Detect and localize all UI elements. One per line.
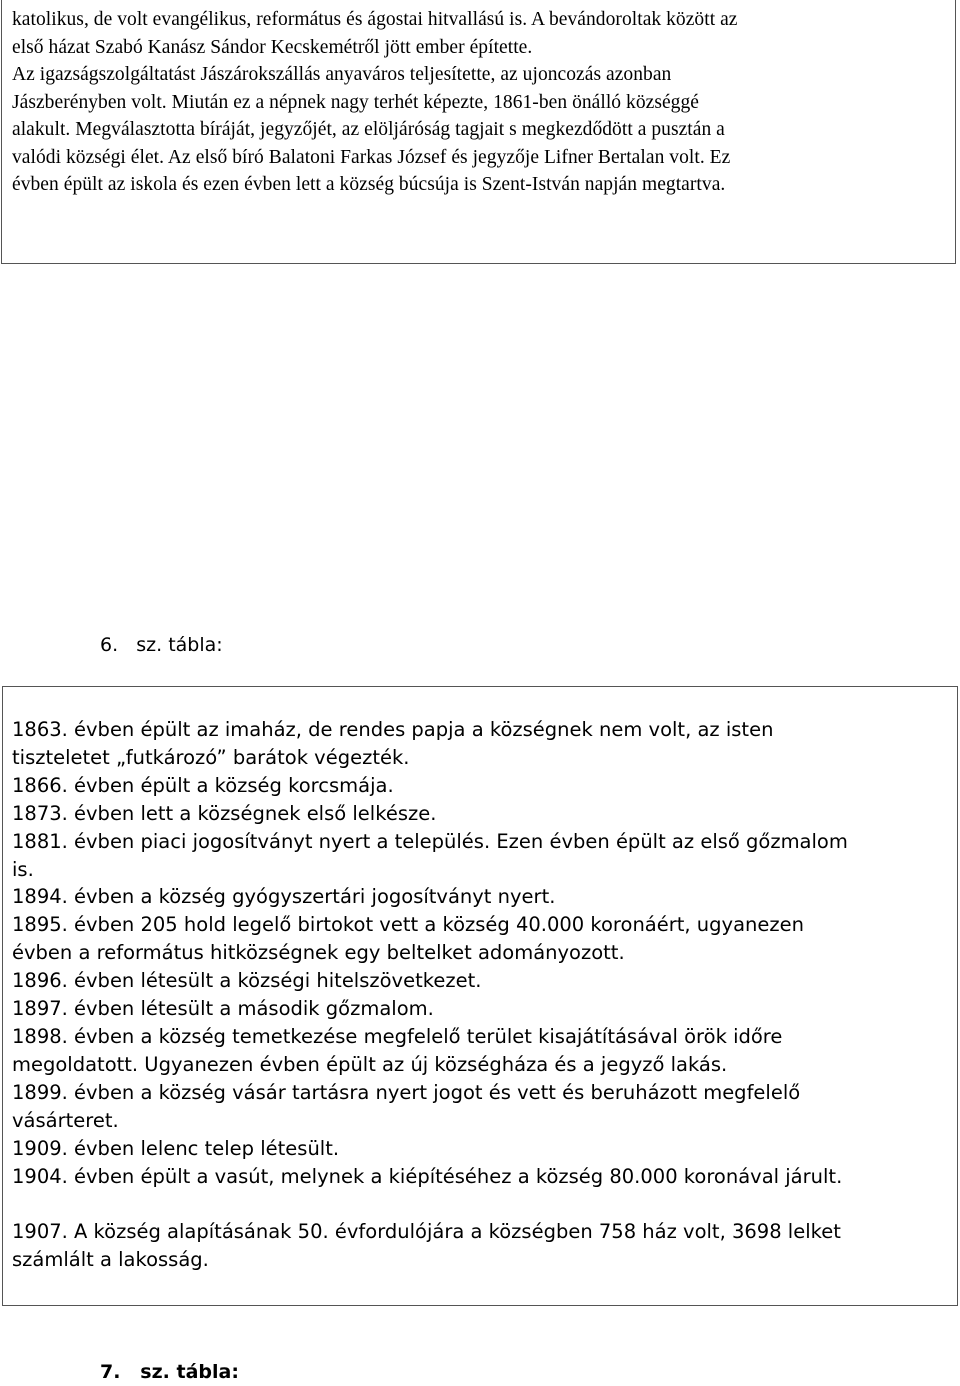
table-6-line: évben a református hitközségnek egy beltelket adományozott. — [12, 941, 625, 965]
table-6-line: 1895. évben 205 hold legelő birtokot vett a község 40.000 koronáért, ugyanezen — [12, 913, 804, 937]
table-6-entries — [12, 716, 952, 1274]
intro-line: Az igazságszolgáltatást Jászárokszállás anyaváros teljesítette, az ujoncozás azonban — [12, 64, 672, 85]
table-7-label: 7. sz. tábla: — [100, 1361, 239, 1383]
intro-line: katolikus, de volt evangélikus, református és ágostai hitvallású is. A bevándoroltak között az — [12, 9, 738, 30]
intro-line: Jászberényben volt. Miután ez a népnek nagy terhét képezte, 1861-ben önálló községgé — [12, 91, 699, 113]
intro-line: valódi községi élet. Az első bíró Balatoni Farkas József és jegyzője Lifner Bertalan volt. Ez — [12, 146, 731, 168]
table-6-blank-line — [12, 1190, 952, 1218]
intro-line: első házat Szabó Kanász Sándor Kecskemétről jött ember építette. — [12, 36, 533, 58]
table-6-line: 1894. évben a község gyógyszertári jogosítványt nyert. — [12, 885, 556, 909]
table-6-line: 1896. évben létesült a községi hitelszövetkezet. — [12, 969, 482, 993]
table-6-line: megoldatott. Ugyanezen évben épült az új községháza és a jegyző lakás. — [12, 1052, 728, 1076]
table-6-line: 1904. évben épült a vasút, melynek a kiépítéséhez a község 80.000 koronával járult. — [12, 1164, 843, 1188]
table-6-line: számlált a lakosság. — [12, 1248, 209, 1272]
table-6-line: 1899. évben a község vásár tartásra nyert jogot és vett és beruházott megfelelő — [12, 1080, 801, 1104]
table-6-line: 1873. évben lett a községnek első lelkésze. — [12, 801, 437, 825]
table-6-line: 1907. A község alapításának 50. évfordulójára a községben 758 ház volt, 3698 lelket — [12, 1220, 841, 1244]
table-6-line: 1866. évben épült a község korcsmája. — [12, 773, 394, 797]
table-6-label: 6. sz. tábla: — [100, 634, 223, 656]
table-6-line: 1881. évben piaci jogosítványt nyert a település. Ezen évben épült az első gőzmalom — [12, 829, 848, 853]
table-6-line: vásárteret. — [12, 1108, 119, 1132]
table-6-line: 1909. évben lelenc telep létesült. — [12, 1136, 340, 1160]
table-6-line: 1898. évben a község temetkezése megfelelő terület kisajátításával örök időre — [12, 1024, 783, 1048]
table-6-line: is. — [12, 857, 34, 881]
table-6-line: 1863. évben épült az imaház, de rendes papja a községnek nem volt, az isten — [12, 718, 774, 741]
intro-line: évben épült az iskola és ezen évben lett a község búcsúja is Szent-István napján megtartva. — [12, 174, 726, 195]
table-6-line: 1897. évben létesült a második gőzmalom. — [12, 997, 434, 1021]
intro-line: alakult. Megválasztotta bíráját, jegyzőjét, az elöljáróság tagjait s megkezdődött a pusztán a — [12, 119, 725, 140]
intro-paragraph — [12, 6, 947, 199]
table-6-line: tiszteletet „futkározó” barátok végezték. — [12, 745, 410, 769]
